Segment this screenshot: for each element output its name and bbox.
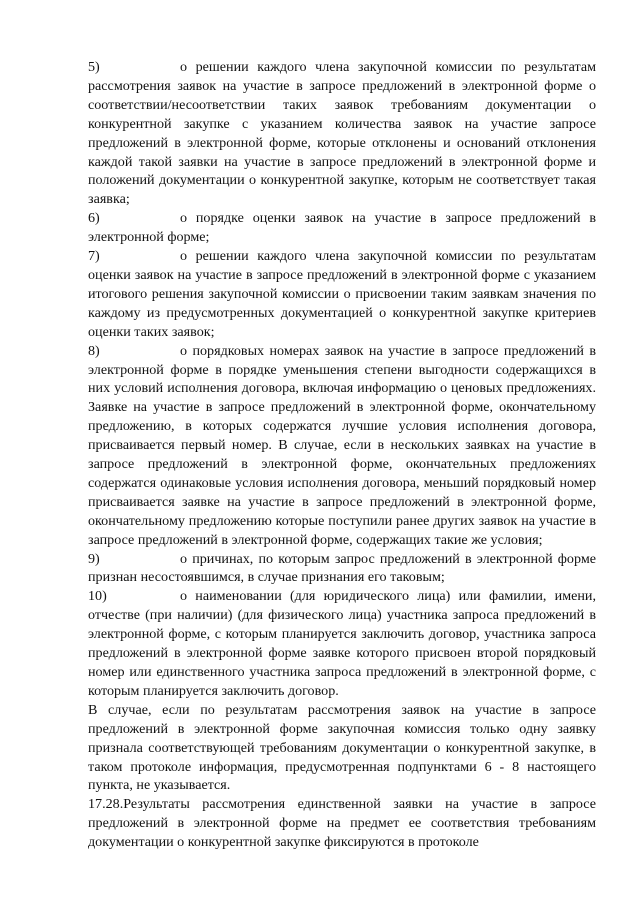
item-text: о причинах, по которым запрос предложений в электронной форме признан несостоявшимся, в случае признания его таковым; bbox=[88, 550, 596, 586]
paragraph-single-application: В случае, если по результатам рассмотрения заявок на участие в запросе предложений в электронной форме закупочная комиссия только одну заявку признала соответствующей требованиям документации о конкурентной закупке, в таком протоколе информация, предусмотренная подпунктами 6 - 8 настоящего пункта, не указывается. bbox=[88, 701, 596, 794]
item-number: 6) bbox=[88, 210, 100, 227]
item-number: 5) bbox=[88, 59, 100, 75]
item-text: о порядке оценки заявок на участие в запросе предложений в электронной форме; bbox=[88, 210, 596, 246]
item-text: о наименовании (для юридического лица) или фамилии, имени, отчестве (при наличии) (для физического лица) участника запроса предложений в электронной форме, с которым планируется заключить договор, участника запроса предложений в электронной форме заявке которого присвоен второй порядковый номер или единственного участника запроса предложений в электронной форме, с которым планируется заключить договор. bbox=[88, 588, 596, 699]
item-text: о решении каждого члена закупочной комиссии по результатам оценки заявок на участие в запросе предложений в электронной форме с указанием итогового решения закупочной комиссии о присвоении таким заявкам значения по каждому из предусмотренных документацией о конкурентной закупке критериев оценки таких заявок; bbox=[88, 248, 596, 340]
item-number: 8) bbox=[88, 342, 100, 359]
item-number: 7) bbox=[88, 248, 100, 265]
item-text: о решении каждого члена закупочной комиссии по результатам рассмотрения заявок на участие в запросе предложений в электронной форме о соответствии/несоответствии таких заявок требованиям документации о конкурентной закупке с указанием количества заявок на участие запросе предложений в электронной форме, которые отклонены и оснований отклонения каждой такой заявки на участие в запросе предложений в электронной форме и положений документации о конкурентной закупке, которым не соответствует такая заявка; bbox=[88, 59, 596, 208]
list-item-8 bbox=[88, 342, 596, 550]
list-item-7 bbox=[88, 247, 596, 342]
list-item-10 bbox=[88, 587, 596, 700]
list-item-5 bbox=[88, 58, 596, 209]
item-number: 9) bbox=[88, 550, 100, 567]
paragraph-17-28: 17.28.Результаты рассмотрения единственной заявки на участие в запросе предложений в электронной форме на предмет ее соответствия требованиям документации о конкурентной закупке фиксируются в протоколе bbox=[88, 796, 596, 851]
list-item-6 bbox=[88, 209, 596, 247]
list-item-9 bbox=[88, 550, 596, 588]
item-number: 10) bbox=[88, 588, 107, 605]
item-text: о порядковых номерах заявок на участие в запросе предложений в электронной форме в порядке уменьшения степени выгодности содержащихся в них условий исполнения договора, включая информацию о ценовых предложениях. Заявке на участие в запросе предложений в электронной форме, окончательному предложению, в которых содержатся лучшие условия исполнения договора, присваивается первый номер. В случае, если в нескольких заявках на участие в запросе предложений в электронной форме, окончательных предложениях содержатся одинаковые условия исполнения договора, меньший порядковый номер присваивается заявке на участие в запросе предложений в электронной форме, окончательному предложению которые поступили ранее других заявок на участие в запросе предложений в электронной форме, содержащих такие же условия; bbox=[88, 342, 596, 548]
document-page bbox=[88, 58, 596, 852]
